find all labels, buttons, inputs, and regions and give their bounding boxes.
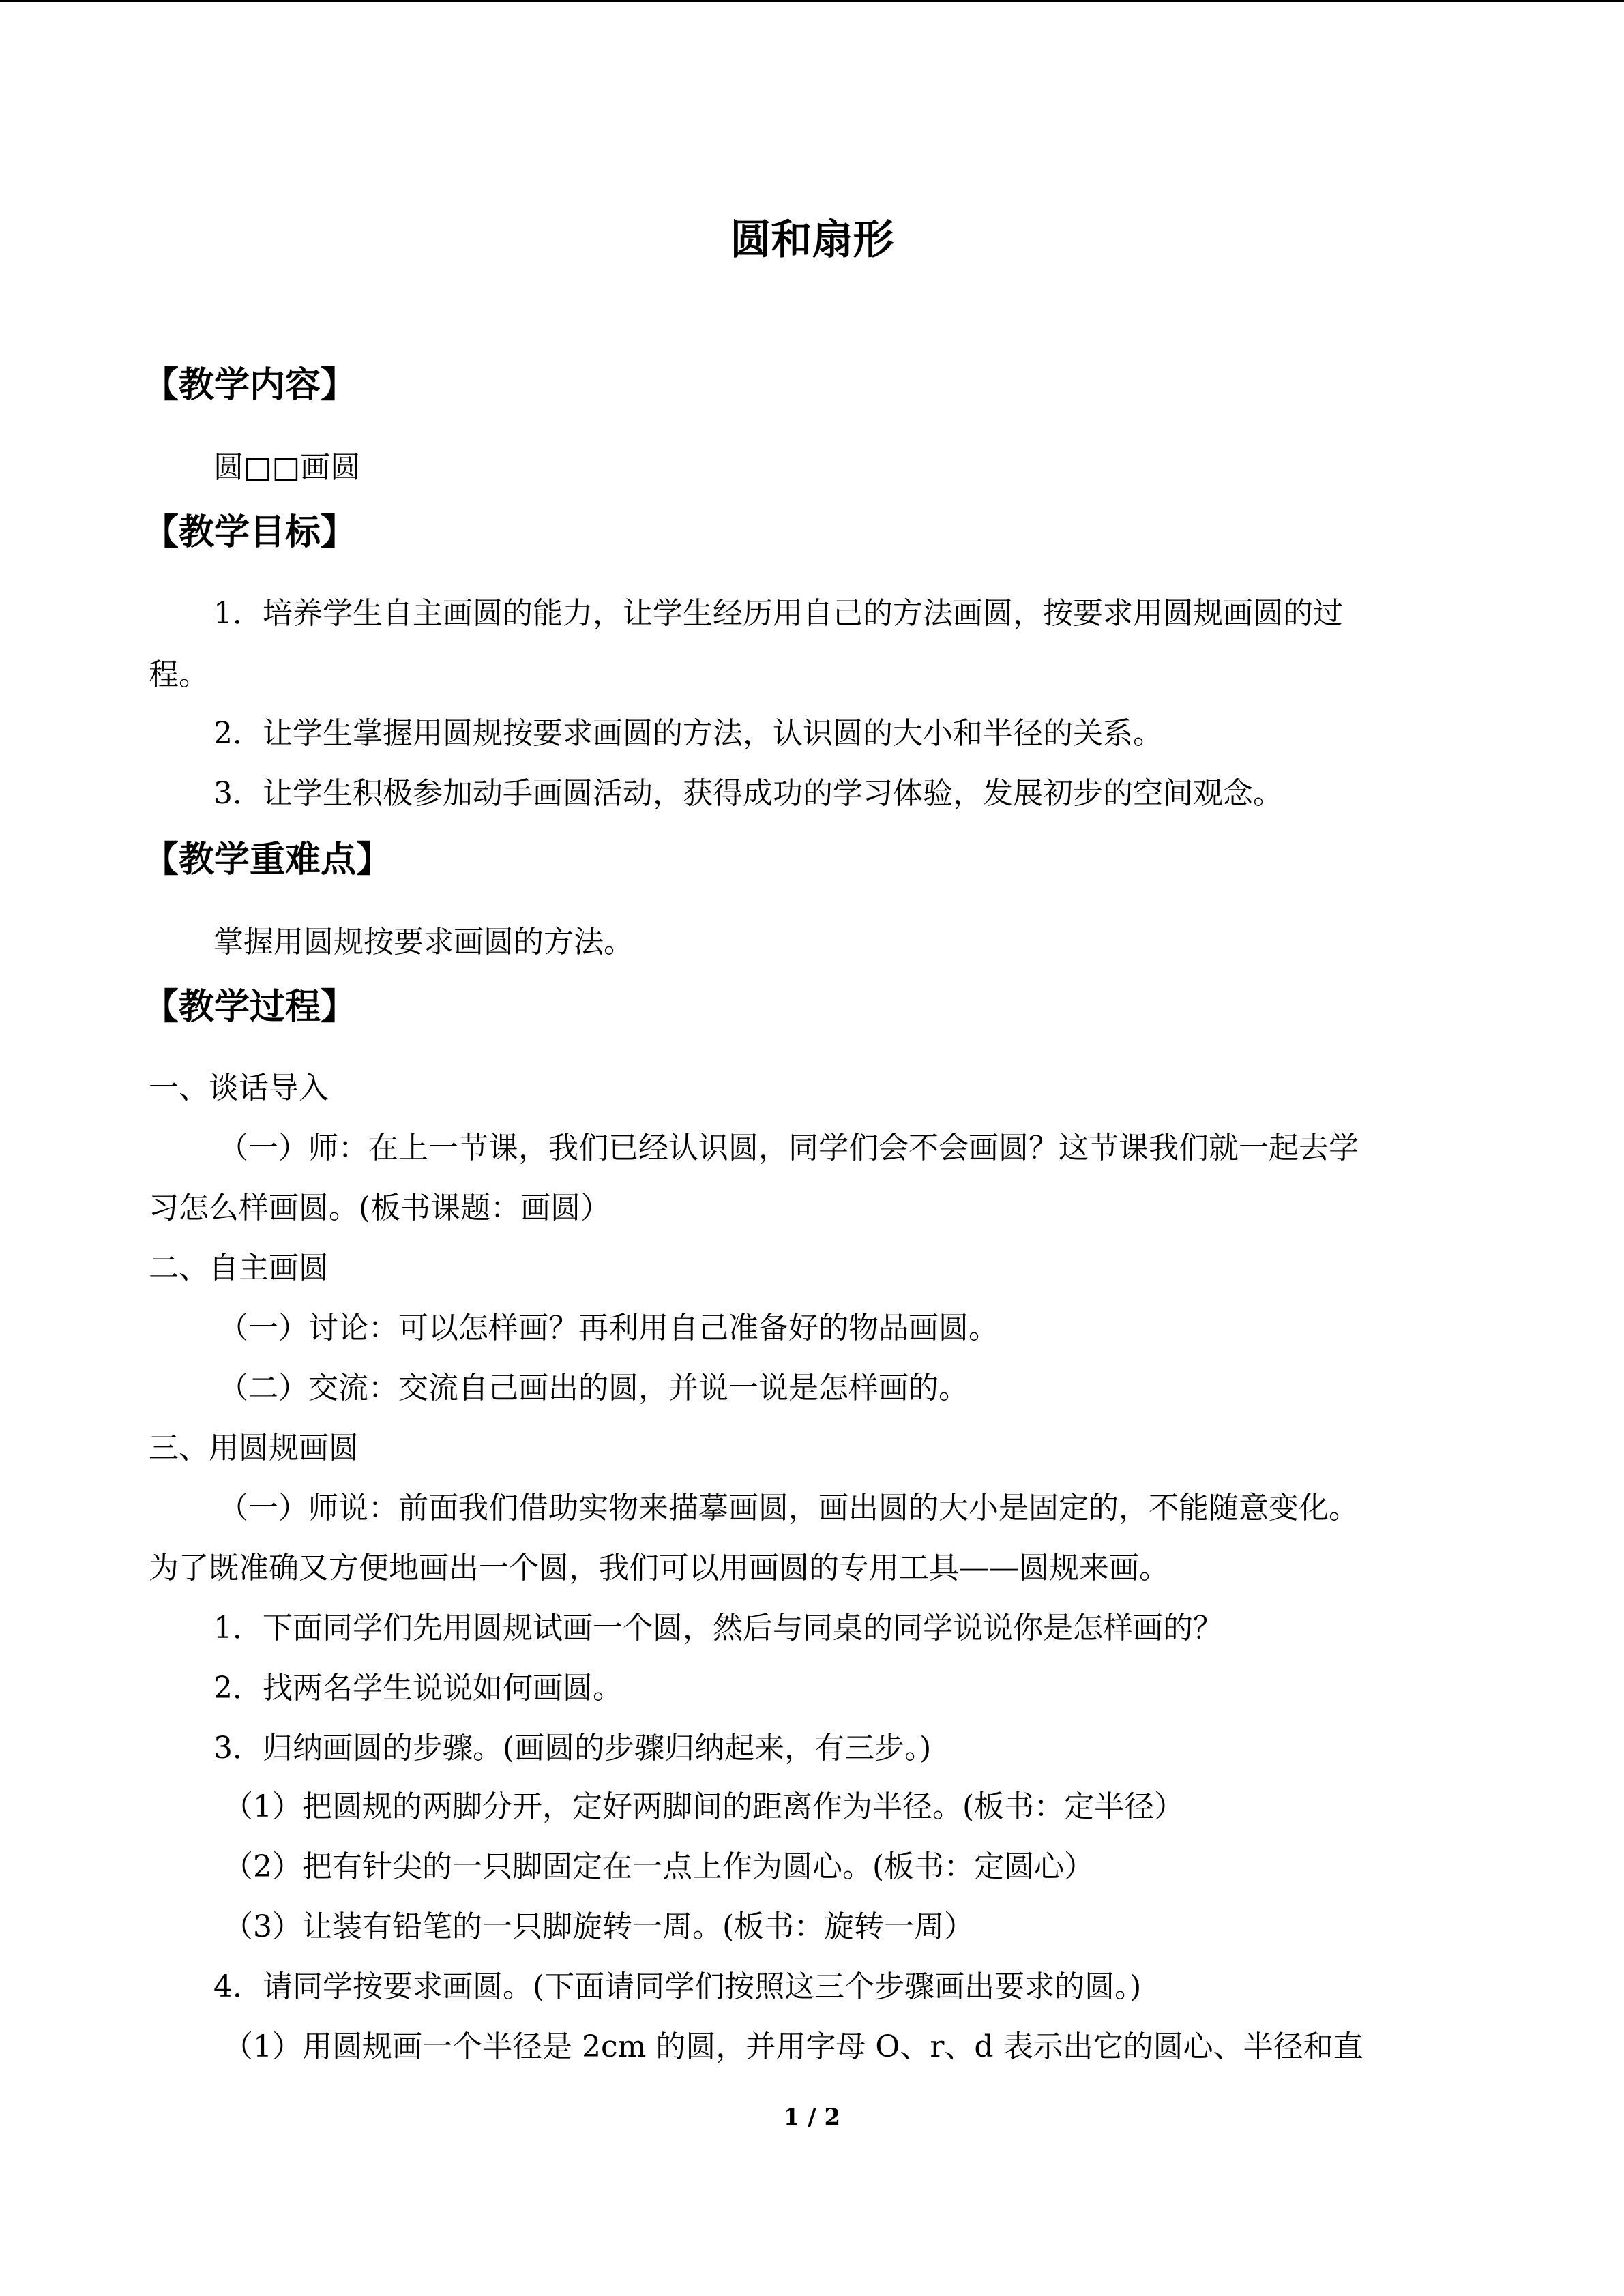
- heading-teaching-content: 【教学内容】: [143, 364, 357, 406]
- section-heading: 一、谈话导入: [149, 1071, 329, 1105]
- paragraph: 3．让学生积极参加动手画圆活动，获得成功的学习体验，发展初步的空间观念。: [213, 776, 1283, 811]
- paragraph: 为了既准确又方便地画出一个圆，我们可以用画圆的专用工具——圆规来画。: [149, 1551, 1169, 1585]
- top-border-line: [0, 0, 1624, 2]
- list-item: （2）把有针尖的一只脚固定在一点上作为圆心。(板书：定圆心）: [223, 1849, 1095, 1884]
- paragraph: 1．培养学生自主画圆的能力，让学生经历用自己的方法画圆，按要求用圆规画圆的过: [213, 596, 1343, 631]
- page-number: 1 / 2: [783, 2104, 841, 2131]
- paragraph: 圆□□画圆: [213, 450, 361, 485]
- list-item: 2．找两名学生说说如何画圆。: [213, 1671, 623, 1705]
- paragraph: 掌握用圆规按要求画圆的方法。: [213, 925, 634, 959]
- paragraph: 习怎么样画圆。(板书课题：画圆）: [149, 1191, 611, 1225]
- section-heading: 二、自主画圆: [149, 1251, 329, 1285]
- heading-teaching-objectives: 【教学目标】: [143, 511, 357, 553]
- paragraph: （二）交流：交流自己画出的圆，并说一说是怎样画的。: [218, 1371, 969, 1405]
- list-item: 4．请同学按要求画圆。(下面请同学们按照这三个步骤画出要求的圆。): [213, 1969, 1142, 2004]
- list-item: 1．下面同学们先用圆规试画一个圆，然后与同桌的同学说说你是怎样画的？: [213, 1611, 1223, 1645]
- list-item: （1）用圆规画一个半径是 2cm 的圆，并用字母 O、r、d 表示出它的圆心、半径和直: [223, 2029, 1363, 2064]
- section-heading: 三、用圆规画圆: [149, 1431, 359, 1465]
- paragraph: （一）师：在上一节课，我们已经认识圆，同学们会不会画圆？这节课我们就一起去学: [218, 1131, 1359, 1165]
- list-item: （1）把圆规的两脚分开，定好两脚间的距离作为半径。(板书：定半径）: [223, 1789, 1185, 1824]
- paragraph: （一）师说：前面我们借助实物来描摹画圆，画出圆的大小是固定的，不能随意变化。: [218, 1491, 1359, 1525]
- paragraph: 程。: [149, 657, 209, 692]
- heading-key-points: 【教学重难点】: [143, 839, 392, 880]
- list-item: （3）让装有铅笔的一只脚旋转一周。(板书：旋转一周）: [223, 1909, 975, 1944]
- paragraph: （一）讨论：可以怎样画？再利用自己准备好的物品画圆。: [218, 1311, 999, 1345]
- heading-teaching-process: 【教学过程】: [143, 986, 357, 1028]
- paragraph: 2．让学生掌握用圆规按要求画圆的方法，认识圆的大小和半径的关系。: [213, 716, 1163, 751]
- list-item: 3．归纳画圆的步骤。(画圆的步骤归纳起来，有三步。): [213, 1731, 932, 1765]
- document-title: 圆和扇形: [730, 216, 894, 264]
